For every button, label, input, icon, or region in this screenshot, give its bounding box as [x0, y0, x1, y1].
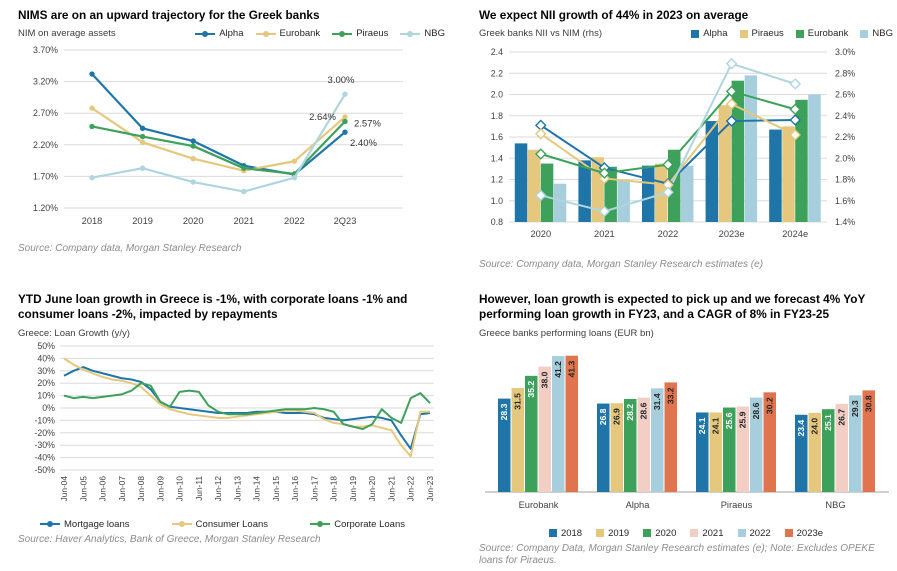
svg-text:2.70%: 2.70%	[33, 108, 58, 119]
loan-growth-line-chart	[18, 342, 445, 517]
svg-text:Jun-13: Jun-13	[232, 475, 243, 502]
chart-subtitle-nim: NIM on average assets	[18, 28, 116, 40]
chart-subtitle-loan-growth: Greece: Loan Growth (y/y)	[18, 327, 130, 339]
legend-label: Alpha	[219, 28, 244, 40]
svg-text:Jun-11: Jun-11	[193, 475, 204, 501]
chart-subtitle-nii: Greek banks NII vs NIM (rhs)	[479, 28, 602, 40]
svg-text:25.1: 25.1	[823, 413, 834, 431]
svg-text:30%: 30%	[37, 365, 55, 376]
legend-label: Piraeus	[356, 28, 389, 40]
svg-text:33.2: 33.2	[665, 387, 676, 404]
svg-text:2.57%: 2.57%	[354, 118, 381, 130]
svg-text:3.20%: 3.20%	[33, 76, 58, 87]
svg-text:1.4%: 1.4%	[835, 217, 856, 228]
legend-swatch	[691, 30, 699, 38]
legend-item-mortgage-loans	[40, 519, 129, 530]
svg-text:Jun-09: Jun-09	[155, 475, 166, 502]
svg-text:2.64%: 2.64%	[309, 112, 336, 124]
svg-text:26.8: 26.8	[598, 408, 609, 425]
svg-text:29.3: 29.3	[850, 399, 861, 417]
svg-text:28.6: 28.6	[751, 402, 762, 420]
chart-title-performing-loans: However, loan growth is expected to pick up and we forecast 4% YoY performing loan growth in FY23, and a CAGR of 8% in FY23-25	[479, 292, 866, 322]
svg-text:NBG: NBG	[825, 499, 846, 510]
legend-performing-loans	[479, 528, 893, 539]
svg-text:0.8: 0.8	[490, 217, 503, 228]
legend-swatch	[195, 33, 215, 36]
svg-text:1.6%: 1.6%	[835, 196, 856, 207]
legend-label: Eurobank	[279, 28, 321, 40]
legend-item-eurobank	[796, 28, 849, 39]
legend-swatch	[40, 523, 60, 526]
source-loan-growth: Source: Haver Analytics, Bank of Greece, Morgan Stanley Research	[18, 533, 321, 545]
legend-label: Eurobank	[807, 28, 849, 40]
legend-loan-growth	[18, 519, 445, 530]
legend-item-consumer-loans	[172, 519, 268, 530]
chart-title-loan-growth: YTD June loan growth in Greece is -1%, with corporate loans -1% and consumer loans -2%, impacted by repayments	[18, 292, 408, 322]
svg-text:28.2: 28.2	[625, 403, 636, 421]
legend-swatch	[596, 529, 604, 537]
svg-text:41.3: 41.3	[566, 360, 577, 378]
legend-swatch	[690, 529, 698, 537]
legend-label: 2019	[608, 527, 630, 539]
legend-label: NBG	[872, 28, 893, 40]
legend-item-piraeus	[332, 28, 388, 39]
legend-swatch	[332, 33, 352, 36]
legend-item-2021	[690, 528, 723, 539]
svg-text:-20%: -20%	[34, 427, 55, 438]
svg-text:Jun-06: Jun-06	[97, 475, 108, 502]
svg-text:24.1: 24.1	[710, 417, 721, 434]
svg-text:Jun-22: Jun-22	[405, 475, 416, 502]
svg-text:26.9: 26.9	[611, 407, 622, 425]
svg-text:20%: 20%	[37, 377, 55, 388]
legend-label: NBG	[424, 28, 445, 40]
legend-swatch	[796, 30, 804, 38]
svg-text:1.6: 1.6	[490, 132, 503, 143]
panel-nim-trajectory	[0, 0, 449, 284]
svg-text:38.0: 38.0	[539, 371, 550, 388]
svg-text:0%: 0%	[42, 402, 55, 413]
svg-text:23.4: 23.4	[796, 419, 807, 437]
legend-item-2019	[596, 528, 629, 539]
svg-text:3.00%: 3.00%	[327, 75, 355, 87]
svg-text:30.2: 30.2	[764, 396, 775, 414]
legend-item-alpha	[691, 28, 727, 39]
legend-item-2023e	[785, 528, 823, 539]
performing-loans-bar-chart	[479, 342, 893, 527]
legend-swatch	[740, 30, 748, 38]
svg-text:35.2: 35.2	[526, 380, 537, 398]
svg-text:28.3: 28.3	[499, 403, 510, 421]
svg-text:2.4%: 2.4%	[835, 111, 856, 122]
svg-text:Jun-19: Jun-19	[347, 475, 358, 502]
chart-title-nii: We expect NII growth of 44% in 2023 on average	[479, 8, 749, 22]
source-nim: Source: Company data, Morgan Stanley Research	[18, 243, 242, 255]
legend-label: Corporate Loans	[334, 518, 405, 530]
source-performing-loans: Source: Company Data, Morgan Stanley Research estimates (e); Note: Excludes OPEKE loans for Piraeus.	[479, 542, 875, 567]
legend-swatch	[400, 33, 420, 36]
legend-item-nbg	[860, 28, 893, 39]
svg-text:Jun-17: Jun-17	[309, 475, 320, 502]
svg-text:2024e: 2024e	[782, 229, 809, 240]
svg-text:28.6: 28.6	[638, 402, 649, 420]
legend-label: Mortgage loans	[64, 518, 130, 530]
legend-label: Piraeus	[751, 28, 784, 40]
svg-text:2.8%: 2.8%	[835, 68, 856, 79]
svg-text:2022: 2022	[657, 229, 679, 240]
svg-text:2021: 2021	[594, 229, 615, 240]
legend-label: 2018	[560, 527, 583, 539]
svg-text:25.9: 25.9	[737, 411, 748, 428]
legend-item-eurobank	[256, 28, 321, 39]
svg-text:2.40%: 2.40%	[350, 138, 377, 150]
legend-swatch	[172, 523, 192, 526]
legend-item-2020	[643, 528, 676, 539]
svg-text:Jun-23: Jun-23	[425, 475, 435, 502]
svg-text:2018: 2018	[81, 216, 103, 227]
svg-text:2.0: 2.0	[490, 89, 503, 100]
svg-text:31.5: 31.5	[512, 392, 523, 410]
nii-combo-chart	[479, 42, 893, 255]
legend-nii	[691, 28, 893, 39]
legend-label: 2023e	[796, 527, 824, 539]
svg-text:1.2: 1.2	[490, 174, 503, 185]
panel-loan-growth	[0, 284, 449, 571]
svg-text:1.8: 1.8	[490, 111, 503, 122]
svg-text:Jun-04: Jun-04	[59, 475, 69, 502]
legend-item-2018	[549, 528, 582, 539]
svg-text:Jun-10: Jun-10	[174, 475, 185, 502]
svg-text:24.0: 24.0	[809, 417, 820, 435]
svg-text:Piraeus: Piraeus	[720, 499, 753, 510]
legend-swatch	[256, 33, 276, 36]
svg-text:2019: 2019	[132, 216, 153, 227]
svg-text:Jun-08: Jun-08	[136, 475, 147, 502]
svg-text:2022: 2022	[284, 216, 305, 227]
svg-text:2020: 2020	[530, 229, 552, 240]
svg-text:-10%: -10%	[34, 415, 55, 426]
svg-text:40%: 40%	[37, 353, 55, 364]
svg-text:2.2: 2.2	[490, 68, 503, 79]
svg-text:-50%: -50%	[34, 464, 55, 475]
svg-text:1.70%: 1.70%	[33, 171, 58, 182]
svg-text:2Q23: 2Q23	[333, 216, 357, 227]
svg-text:1.0: 1.0	[490, 196, 503, 207]
svg-text:Jun-16: Jun-16	[290, 475, 301, 502]
svg-text:24.1: 24.1	[697, 417, 708, 434]
legend-label: 2021	[702, 527, 724, 539]
svg-text:Jun-20: Jun-20	[367, 475, 378, 502]
legend-item-piraeus	[740, 28, 784, 39]
svg-text:1.4: 1.4	[490, 153, 503, 164]
nim-line-chart	[18, 42, 445, 239]
svg-text:31.4: 31.4	[652, 393, 663, 410]
svg-text:41.2: 41.2	[553, 360, 564, 378]
legend-item-alpha	[195, 28, 243, 39]
svg-text:2.4: 2.4	[490, 47, 503, 58]
svg-text:26.7: 26.7	[836, 408, 847, 426]
svg-text:Jun-18: Jun-18	[328, 475, 339, 502]
legend-swatch	[549, 529, 557, 537]
legend-label: Consumer Loans	[195, 518, 269, 530]
svg-text:2023e: 2023e	[718, 229, 745, 240]
legend-nim	[195, 28, 445, 39]
svg-text:-40%: -40%	[34, 452, 55, 463]
legend-item-2022	[738, 528, 771, 539]
legend-label: Alpha	[703, 28, 728, 40]
svg-text:Jun-12: Jun-12	[213, 475, 224, 502]
svg-text:2021: 2021	[233, 216, 255, 227]
legend-swatch	[738, 529, 746, 537]
svg-text:Jun-21: Jun-21	[386, 475, 397, 502]
chart-subtitle-performing-loans: Greece banks performing loans (EUR bn)	[479, 327, 654, 339]
svg-text:10%: 10%	[37, 390, 55, 401]
svg-text:Jun-15: Jun-15	[270, 475, 281, 502]
legend-swatch	[785, 529, 793, 537]
svg-text:3.0%: 3.0%	[835, 47, 856, 58]
svg-text:3.70%: 3.70%	[33, 45, 58, 56]
svg-text:2.0%: 2.0%	[835, 153, 856, 164]
svg-text:2.2%: 2.2%	[835, 132, 856, 143]
svg-text:Jun-07: Jun-07	[116, 475, 127, 502]
chart-title-nim: NIMS are on an upward trajectory for the Greek banks	[18, 8, 320, 22]
source-nii: Source: Company data, Morgan Stanley Research estimates (e)	[479, 259, 764, 271]
svg-text:Alpha: Alpha	[625, 499, 650, 510]
panel-performing-loans	[449, 284, 897, 571]
legend-swatch	[310, 523, 330, 526]
legend-swatch	[643, 529, 651, 537]
svg-text:1.8%: 1.8%	[835, 174, 856, 185]
svg-text:2.6%: 2.6%	[835, 89, 856, 100]
svg-text:Jun-14: Jun-14	[251, 475, 262, 502]
svg-text:-30%: -30%	[34, 439, 55, 450]
svg-text:2.20%: 2.20%	[33, 140, 58, 151]
svg-text:50%: 50%	[37, 341, 55, 351]
svg-text:2020: 2020	[182, 216, 204, 227]
svg-text:Eurobank: Eurobank	[518, 499, 559, 510]
panel-nii-growth	[449, 0, 897, 284]
svg-text:25.6: 25.6	[724, 412, 735, 429]
svg-text:30.8: 30.8	[863, 395, 874, 412]
legend-swatch	[860, 30, 868, 38]
legend-label: 2022	[749, 527, 771, 539]
svg-text:1.20%: 1.20%	[33, 203, 58, 214]
legend-label: 2020	[655, 527, 677, 539]
legend-item-corporate-loans	[310, 519, 405, 530]
svg-text:Jun-05: Jun-05	[78, 475, 89, 502]
legend-item-nbg	[400, 28, 445, 39]
